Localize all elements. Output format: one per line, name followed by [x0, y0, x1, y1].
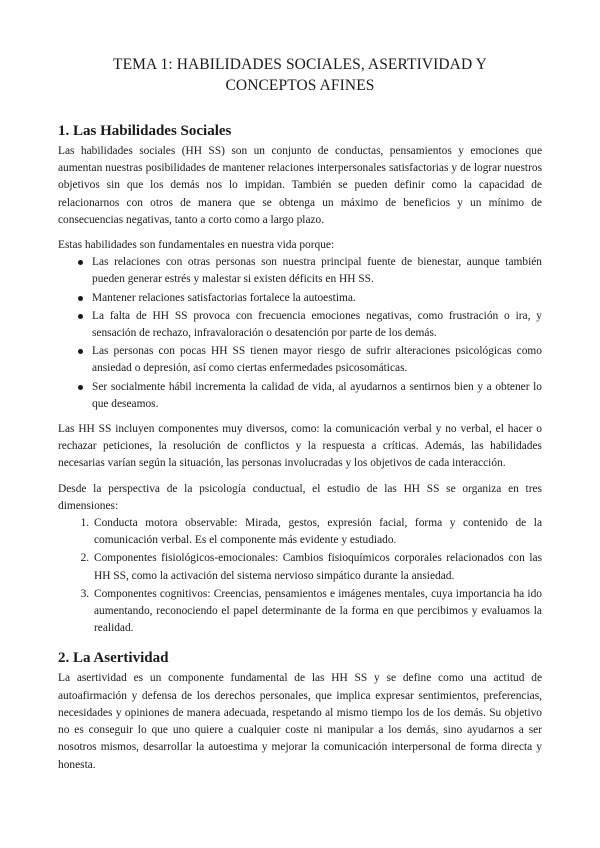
- list-item: La falta de HH SS provoca con frecuencia emociones negativas, como frustración o ira, y sensación de rechazo, infravaloración o desatención por parte de los demás.: [92, 308, 542, 342]
- bullet-icon: [78, 296, 83, 301]
- section-1-heading: 1. Las Habilidades Sociales: [58, 123, 232, 139]
- section-1-intro: Las habilidades sociales (HH SS) son un conjunto de conductas, pensamientos y emociones que aumentan nuestras posibilidades de mantener relaciones interpersonales satisfactorias y de lograr nuestros objetivos sin que los demás nos lo impidan. También se pueden definir como la capacidad de relacionarnos con otros de manera que se obtenga un máximo de beneficios y un mínimo de consecuencias negativas, tanto a corto como a largo plazo.: [58, 145, 542, 226]
- reasons-lead: Estas habilidades son fundamentales en nuestra vida porque:: [58, 239, 335, 252]
- bullet-icon: [78, 349, 83, 354]
- components-paragraph: Las HH SS incluyen componentes muy diversos, como: la comunicación verbal y no verbal, el hacer o rechazar peticiones, la resolución de conflictos y la respuesta a críticas. Además, las habilidades necesarias varían según la situación, las personas involucradas y los objetivos de cada interacción.: [58, 423, 542, 470]
- list-item: 1. Conducta motora observable: Mirada, gestos, expresión facial, forma y contenido de la comunicación verbal. Es el componente más evidente y estudiado.: [92, 515, 542, 549]
- list-item: Las relaciones con otras personas son nuestra principal fuente de bienestar, aunque también pueden generar estrés y malestar si existen déficits en HH SS.: [92, 254, 542, 288]
- list-item: 3. Componentes cognitivos: Creencias, pensamientos e imágenes mentales, cuya importancia ha ido aumentando, reconociendo el papel determinante de la forma en que percibimos y evaluamos la realidad.: [92, 586, 542, 638]
- bullet-icon: [78, 260, 83, 265]
- document-title: TEMA 1: HABILIDADES SOCIALES, ASERTIVIDAD Y CONCEPTOS AFINES: [113, 56, 487, 94]
- list-item: Las personas con pocas HH SS tienen mayor riesgo de sufrir alteraciones psicológicas como ansiedad o depresión, así como ciertas enfermedades psicosomáticas.: [92, 343, 542, 377]
- bullet-icon: [78, 385, 83, 390]
- dimensions-lead: Desde la perspectiva de la psicología conductual, el estudio de las HH SS se organiza en tres dimensiones:: [58, 482, 542, 512]
- list-item: Ser socialmente hábil incrementa la calidad de vida, al ayudarnos a sentirnos bien y a obtener lo que deseamos.: [92, 379, 542, 413]
- list-item: 2. Componentes fisiológicos-emocionales: Cambios fisioquímicos corporales relacionados con las HH SS, como la activación del sistema nervioso simpático durante la ansiedad.: [92, 550, 542, 584]
- bullet-icon: [78, 314, 83, 319]
- list-item: Mantener relaciones satisfactorias fortalece la autoestima.: [92, 290, 542, 307]
- section-2-heading: 2. La Asertividad: [58, 650, 169, 667]
- dimensions-list: [58, 515, 542, 637]
- reasons-list: [58, 254, 542, 413]
- section-2-body: La asertividad es un componente fundamental de las HH SS y se define como una actitud de autoafirmación y defensa de los derechos personales, que implica expresar sentimientos, preferencias, necesidades y opiniones de manera adecuada, respetando al mismo tiempo los de los demás. Su objetivo no es conseguir lo que uno quiere a cualquier coste ni manipular a los demás, sino ayudarnos a ser nosotros mismos, desarrollar la autoestima y mejorar la comunicación interpersonal de forma directa y honesta.: [58, 672, 542, 771]
